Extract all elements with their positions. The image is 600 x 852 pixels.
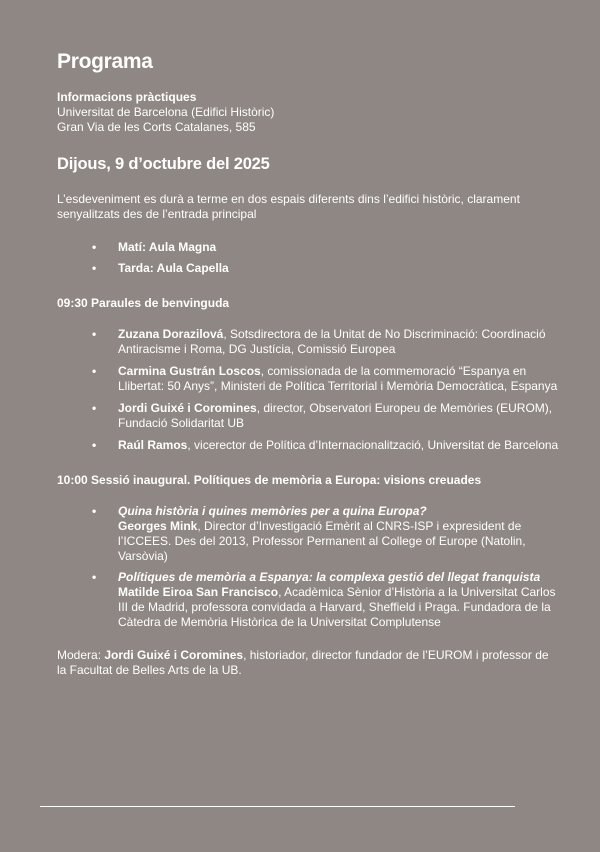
moderator-name: Jordi Guixé i Coromines [104,648,244,662]
speaker-name: Raúl Ramos [118,438,188,452]
speaker-name: Jordi Guixé i Coromines [118,401,257,415]
list-item [92,401,560,431]
talk-title: • Quina història i quines memòries per a quina Europa? [118,504,427,518]
speaker-name: Zuzana Dorazilová [118,327,224,341]
page-title: Programa [57,50,153,73]
speaker-name: Georges Mink [118,519,198,533]
list-item [92,327,560,357]
footer-divider [40,806,515,807]
list-item: • Matí: Aula Magna [92,240,560,255]
inaugural-talks-list [57,504,560,630]
list-item [92,570,560,630]
spaces-list [57,240,560,276]
practical-info [57,90,560,135]
speaker-desc: , vicerector de Política d’Internacionalització, Universitat de Barcelona [187,438,559,452]
speaker-desc: , comissionada de la commemoració “Espanya en Llibertat: 50 Anys”, Ministeri de Política Territorial i Memòria Democràtica, Espanya [118,364,558,393]
speaker-name: Carmina Gustrán Loscos [118,364,261,378]
talk-title: • Polítiques de memòria a Espanya: la complexa gestió del llegat franquista [118,570,541,584]
speaker-name: Matilde Eiroa San Francisco [118,585,279,599]
event-date: Dijous, 9 d’octubre del 2025 [57,155,270,173]
moderator-desc: , historiador, director fundador de l’EUROM i professor de la Facultat de Belles Arts de la UB. [57,648,549,677]
speaker-desc: , Director d’Investigació Emèrit al CNRS-ISP i expresident de l’ICCEES. Des del 2013, Professor Permanent al College of Europe (Natolin, Varsòvia) [118,519,526,563]
practical-info-venue: Universitat de Barcelona (Edifici Històric) [57,105,275,119]
moderator-label: Modera: [57,648,105,662]
speaker-desc: , Acadèmica Sènior d’Història a la Universitat Carlos III de Madrid, professora convidada a Harvard, Sheffield i Praga. Fundadora de la Càtedra de Memòria Històrica de la Universitat Complutense [118,585,556,629]
moderator-text [57,648,560,678]
speaker-desc: , director, Observatori Europeu de Memòries (EUROM), Fundació Solidaritat UB [118,401,553,430]
practical-info-address: Gran Via de les Corts Catalanes, 585 [57,120,256,134]
practical-info-heading: Informacions pràctiques [57,90,197,104]
list-item [92,364,560,394]
welcome-heading: 09:30 Paraules de benvinguda [57,296,230,310]
inaugural-heading: 10:00 Sessió inaugural. Polítiques de memòria a Europa: visions creuades [57,473,482,487]
list-item [92,438,560,453]
intro-text: L’esdeveniment es durà a terme en dos espais diferents dins l’edifici històric, clarament senyalitzats des de l’entrada principal [57,192,520,221]
speaker-desc: , Sotsdirectora de la Unitat de No Discriminació: Coordinació Antiracisme i Roma, DG Justícia, Comissió Europea [118,327,546,356]
list-item: • Tarda: Aula Capella [92,261,560,276]
list-item [92,504,560,564]
welcome-speakers-list [57,327,560,453]
